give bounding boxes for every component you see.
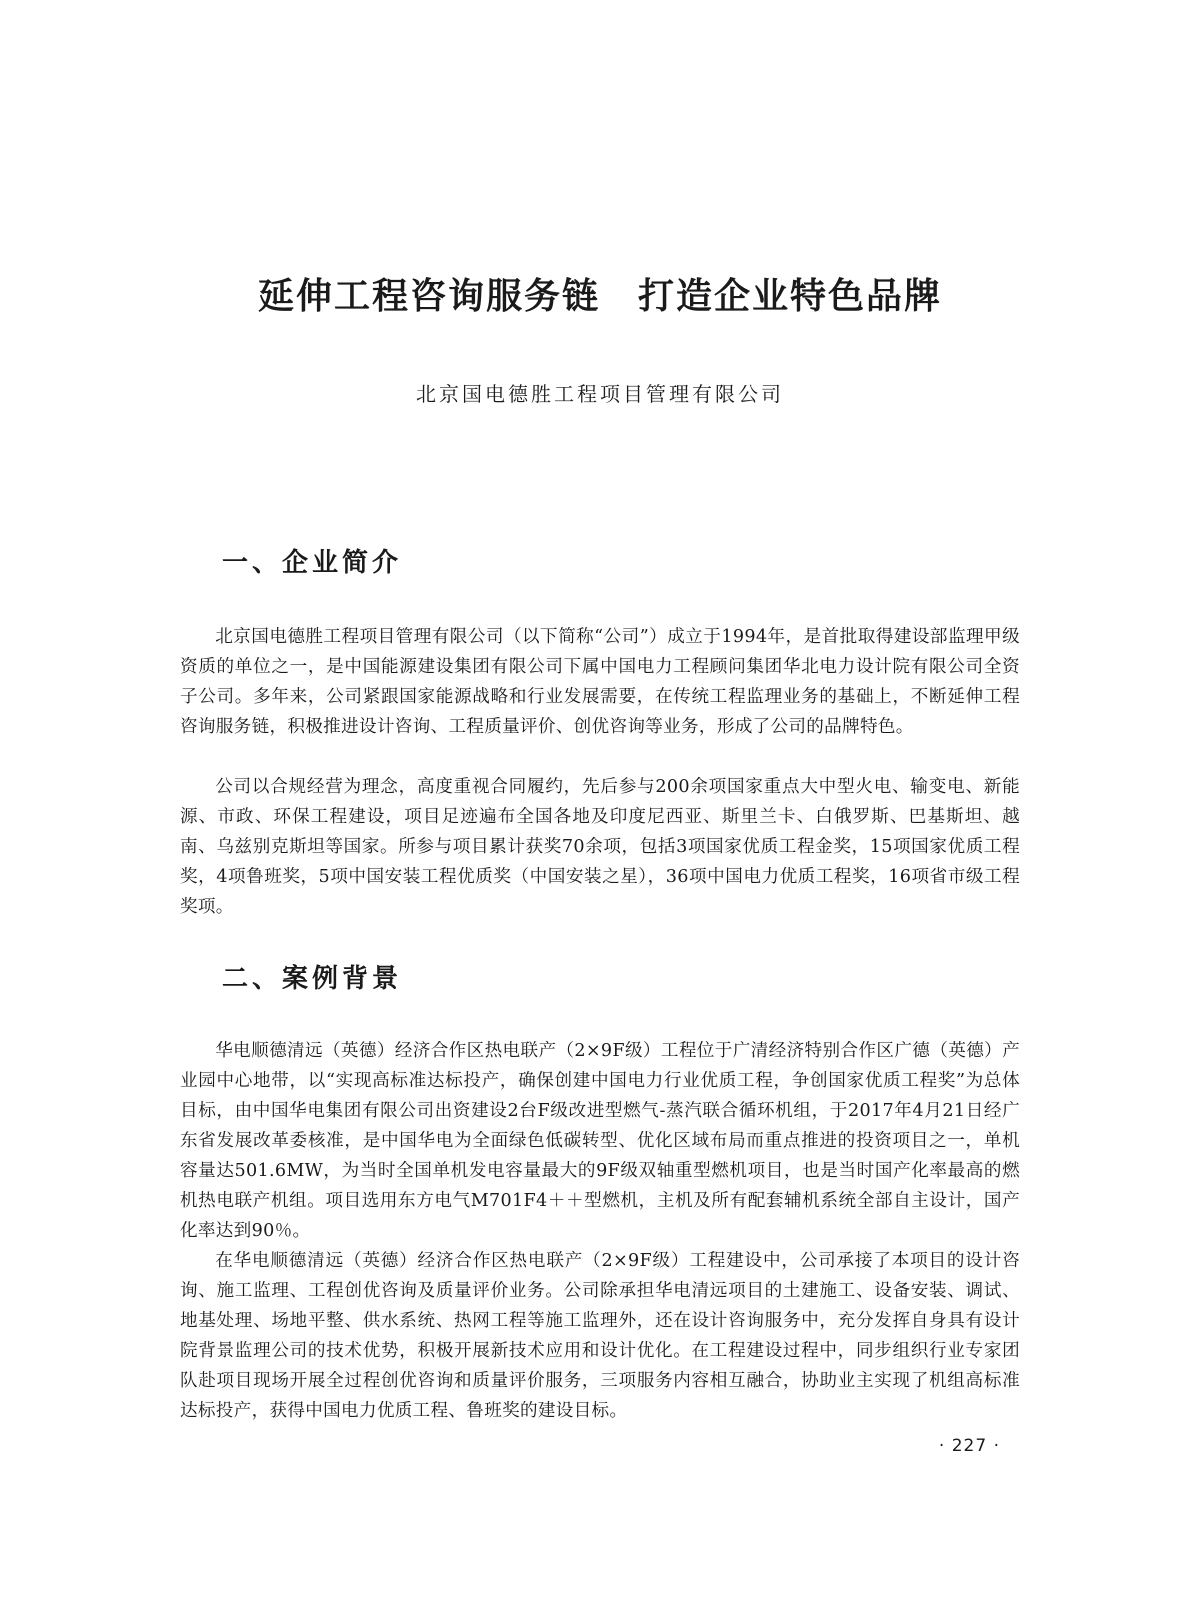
section-heading-background: 二、案例背景	[222, 964, 403, 994]
paragraph: 北京国电德胜工程项目管理有限公司（以下简称“公司”）成立于1994年，是首批取得建设部监理甲级资质的单位之一，是中国能源建设集团有限公司下属中国电力工程顾问集团华北电力设计院有限公司全资子公司。多年来，公司紧跟国家能源战略和行业发展需要，在传统工程监理业务的基础上，不断延伸工程咨询服务链，积极推进设计咨询、工程质量评价、创优咨询等业务，形成了公司的品牌特色。	[180, 627, 1020, 737]
page-number: · 227 ·	[938, 1436, 1000, 1456]
section-heading-intro: 一、企业简介	[222, 548, 403, 578]
paragraph: 公司以合规经营为理念，高度重视合同履约，先后参与200余项国家重点大中型火电、输变电、新能源、市政、环保工程建设，项目足迹遍布全国各地及印度尼西亚、斯里兰卡、白俄罗斯、巴基斯坦、越南、乌兹别克斯坦等国家。所参与项目累计获奖70余项，包括3项国家优质工程金奖，15项国家优质工程奖，4项鲁班奖，5项中国安装工程优质奖（中国安装之星），36项中国电力优质工程奖，16项省市级工程奖项。	[180, 777, 1020, 917]
paragraph: 在华电顺德清远（英德）经济合作区热电联产（2×9F级）工程建设中，公司承接了本项目的设计咨询、施工监理、工程创优咨询及质量评价业务。公司除承担华电清远项目的土建施工、设备安装、调试、地基处理、场地平整、供水系统、热网工程等施工监理外，还在设计咨询服务中，充分发挥自身具有设计院背景监理公司的技术优势，积极开展新技术应用和设计优化。在工程建设过程中，同步组织行业专家团队赴项目现场开展全过程创优咨询和质量评价服务，三项服务内容相互融合，协助业主实现了机组高标准达标投产，获得中国电力优质工程、鲁班奖的建设目标。	[180, 1251, 1020, 1421]
paragraph: 华电顺德清远（英德）经济合作区热电联产（2×9F级）工程位于广清经济特别合作区广德（英德）产业园中心地带，以“实现高标准达标投产，确保创建中国电力行业优质工程，争创国家优质工程奖”为总体目标，由中国华电集团有限公司出资建设2台F级改进型燃气-蒸汽联合循环机组，于2017年4月21日经广东省发展改革委核准，是中国华电为全面绿色低碳转型、优化区域布局而重点推进的投资项目之一，单机容量达501.6MW，为当时全国单机发电容量最大的9F级双轴重型燃机项目，也是当时国产化率最高的燃机热电联产机组。项目选用东方电气M701F4＋＋型燃机，主机及所有配套辅机系统全部自主设计，国产化率达到90％。	[180, 1041, 1020, 1241]
document-title: 延伸工程咨询服务链 打造企业特色品牌	[257, 275, 942, 317]
document-author: 北京国电德胜工程项目管理有限公司	[416, 382, 784, 406]
